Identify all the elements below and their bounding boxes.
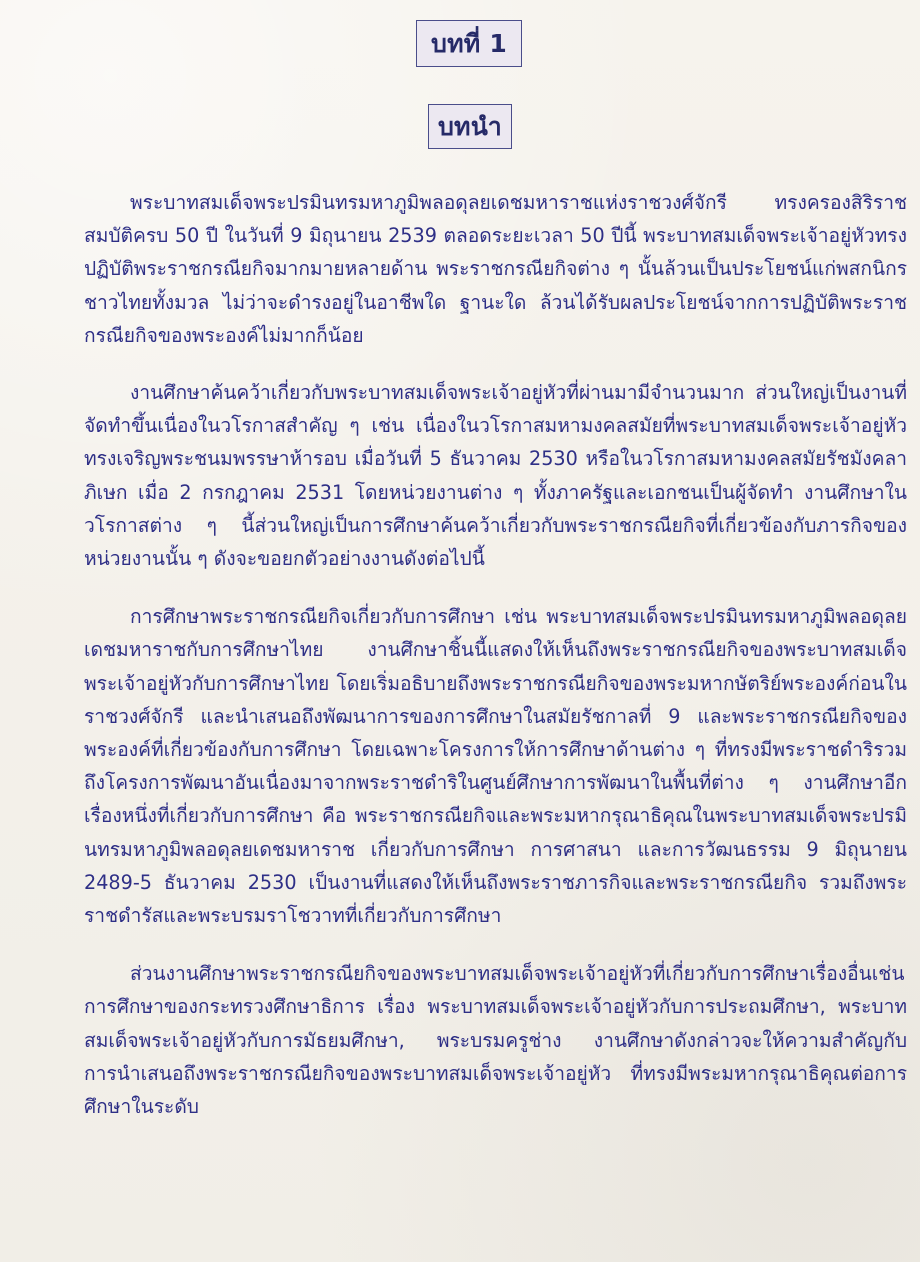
paragraph-2: งานศึกษาค้นคว้าเกี่ยวกับพระบาทสมเด็จพระเจ้าอยู่หัวที่ผ่านมามีจำนวนมาก ส่วนใหญ่เป็นงานที่จัดทำขึ้นเนื่องในวโรกาสสำคัญ ๆ เช่น เนื่องในวโรกาสมหามงคลสมัยที่พระบาทสมเด็จพระเจ้าอยู่หัวทรงเจริญพระชนมพรรษาห้ารอบ เมื่อวันที่ 5 ธันวาคม 2530 หรือในวโรกาสมหามงคลสมัยรัชมังคลาภิเษก เมื่อ 2 กรกฎาคม 2531 โดยหน่วยงานต่าง ๆ ทั้งภาครัฐและเอกชนเป็นผู้จัดทำ งานศึกษาในวโรกาสต่าง ๆ นี้ส่วนใหญ่เป็นการศึกษาค้นคว้าเกี่ยวกับพระราชกรณียกิจที่เกี่ยวข้องกับภารกิจของหน่วยงานนั้น ๆ ดังจะขอยกตัวอย่างงานดังต่อไปนี้ — [84, 381, 907, 571]
section-heading-box — [428, 104, 512, 149]
paragraph-1: พระบาทสมเด็จพระปรมินทรมหาภูมิพลอดุลยเดชมหาราชแห่งราชวงศ์จักรี ทรงครองสิริราชสมบัติครบ 50 ปี ในวันที่ 9 มิถุนายน 2539 ตลอดระยะเวลา 50 ปีนี้ พระบาทสมเด็จพระเจ้าอยู่หัวทรงปฏิบัติพระราชกรณียกิจมากมายหลายด้าน พระราชกรณียกิจต่าง ๆ นั้นล้วนเป็นประโยชน์แก่พสกนิกรชาวไทยทั้งมวล ไม่ว่าจะดำรงอยู่ในอาชีพใด ฐานะใด ล้วนได้รับผลประโยชน์จากการปฏิบัติพระราชกรณียกิจของพระองค์ไม่มากก็น้อย — [84, 191, 907, 347]
section-heading: บทนำ — [437, 111, 503, 141]
chapter-heading: บทที่ 1 — [431, 28, 507, 58]
document-body — [84, 186, 907, 1123]
chapter-heading-box — [416, 20, 522, 67]
paragraph-3: การศึกษาพระราชกรณียกิจเกี่ยวกับการศึกษา เช่น พระบาทสมเด็จพระปรมินทรมหาภูมิพลอดุลยเดชมหาราชกับการศึกษาไทย งานศึกษาชิ้นนี้แสดงให้เห็นถึงพระราชกรณียกิจของพระบาทสมเด็จพระเจ้าอยู่หัวกับการศึกษาไทย โดยเริ่มอธิบายถึงพระราชกรณียกิจของพระมหากษัตริย์พระองค์ก่อนในราชวงศ์จักรี และนำเสนอถึงพัฒนาการของการศึกษาในสมัยรัชกาลที่ 9 และพระราชกรณียกิจของพระองค์ที่เกี่ยวข้องกับการศึกษา โดยเฉพาะโครงการให้การศึกษาด้านต่าง ๆ ที่ทรงมีพระราชดำริรวมถึงโครงการพัฒนาอันเนื่องมาจากพระราชดำริในศูนย์ศึกษาการพัฒนาในพื้นที่ต่าง ๆ งานศึกษาอีกเรื่องหนึ่งที่เกี่ยวกับการศึกษา คือ พระราชกรณียกิจและพระมหากรุณาธิคุณในพระบาทสมเด็จพระปรมินทรมหาภูมิพลอดุลยเดชมหาราช เกี่ยวกับการศึกษา การศาสนา และการวัฒนธรรม 9 มิถุนายน 2489-5 ธันวาคม 2530 เป็นงานที่แสดงให้เห็นถึงพระราชภารกิจและพระราชกรณียกิจ รวมถึงพระราชดำรัสและพระบรมราโชวาทที่เกี่ยวกับการศึกษา — [84, 605, 907, 928]
paragraph-4: ส่วนงานศึกษาพระราชกรณียกิจของพระบาทสมเด็จพระเจ้าอยู่หัวที่เกี่ยวกับการศึกษาเรื่องอื่นเช่น การศึกษาของกระทรวงศึกษาธิการ เรื่อง พระบาทสมเด็จพระเจ้าอยู่หัวกับการประถมศึกษา, พระบาทสมเด็จพระเจ้าอยู่หัวกับการมัธยมศึกษา, พระบรมครูช่าง งานศึกษาดังกล่าวจะให้ความสำคัญกับการนำเสนอถึงพระราชกรณียกิจของพระบาทสมเด็จพระเจ้าอยู่หัว ที่ทรงมีพระมหากรุณาธิคุณต่อการศึกษาในระดับ — [84, 962, 907, 1119]
